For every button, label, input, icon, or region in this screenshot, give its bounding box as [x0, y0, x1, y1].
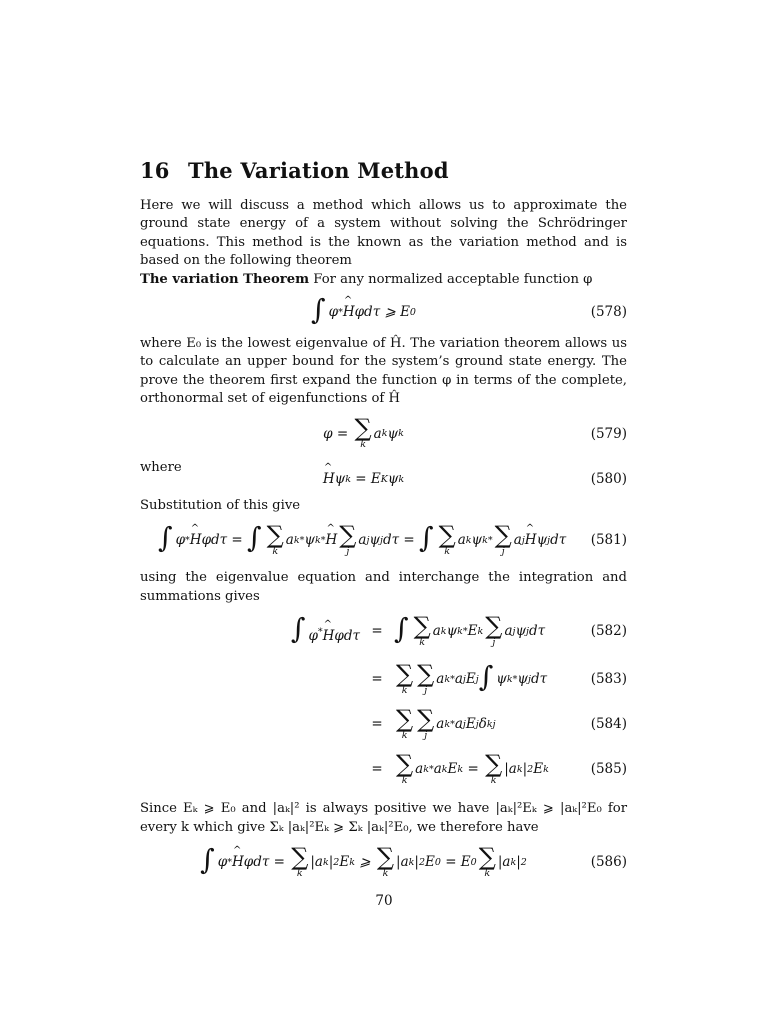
equation-586-number: (586)	[590, 854, 627, 871]
equation-586-body: ∫ φ * ^ H φdτ = ∑ k |a k | 2 E k ⩾ ∑ k |a k | 2 E 0 = E 0 ∑ k |a k | 2	[140, 837, 587, 887]
page-number: 70	[375, 893, 393, 909]
equation-579-number: (579)	[590, 425, 627, 442]
equation-579	[140, 409, 627, 459]
equation-580-number: (580)	[590, 471, 627, 488]
equation-581-body: ∫ φ * ^ H φdτ = ∫ ∑ k a k * ψ k * ^ H ∑ j a j ψ j dτ = ∫ ∑ k a k ψ k * ∑ j a j ^ H ψ j dτ	[140, 515, 587, 565]
equation-583-number: (583)	[590, 671, 627, 688]
equation-578-number: (578)	[590, 304, 627, 321]
page-content	[140, 150, 627, 887]
equation-580	[140, 467, 627, 491]
equation-579-body: φ = ∑ k a k ψ k	[323, 414, 404, 451]
equation-583-body: = ∑ k ∑ j a k * a j E j ∫ ψ k * ψ j dτ	[371, 659, 548, 696]
equation-586	[140, 837, 627, 887]
paragraph-conclusion: Since Eₖ ⩾ E₀ and |aₖ|² is always positive we have |aₖ|²Eₖ ⩾ |aₖ|²E₀ for every k which give Σₖ |aₖ|²Eₖ ⩾ Σₖ |aₖ|²E₀, we therefore have	[140, 801, 627, 835]
substitution-label: Substitution of this give	[140, 498, 301, 514]
equation-582-number: (582)	[590, 623, 627, 640]
equation-578-body: ∫ φ * ^ H φdτ ⩾ E 0	[140, 289, 587, 335]
section-title: The Variation Method	[188, 158, 449, 183]
section-heading	[140, 158, 627, 183]
where-label: where	[140, 459, 182, 475]
theorem-text: For any normalized acceptable function φ	[313, 271, 593, 287]
equation-578	[140, 289, 627, 335]
equation-585	[140, 746, 627, 792]
equation-581-number: (581)	[590, 532, 627, 549]
paragraph-upper-bound: where E₀ is the lowest eigenvalue of Ĥ. The variation theorem allows us to calculate an upper bound for the system’s ground state energy. The prove the theorem first expand the function φ in terms of the complete, orthonormal set of eigenfunctions of Ĥ	[140, 336, 627, 407]
equation-584	[140, 702, 627, 746]
equation-585-body: = ∑ k a k * a k E k = ∑ k |a k | 2 E k	[371, 749, 549, 786]
equation-584-number: (584)	[590, 716, 627, 733]
equation-584-body: = ∑ k ∑ j a k * a j E j δ kj	[371, 704, 496, 741]
section-number: 16	[140, 158, 170, 183]
paragraph-summation: using the eigenvalue equation and interchange the integration and summations gives	[140, 570, 627, 604]
equation-582	[140, 606, 627, 656]
equation-580-body: ^ H ψ k = E K ψ k	[140, 467, 587, 491]
equation-581	[140, 515, 627, 565]
equation-585-number: (585)	[590, 761, 627, 778]
theorem-heading: The variation Theorem	[140, 271, 310, 287]
intro-paragraph: Here we will discuss a method which allows us to approximate the ground state energy of a system without solving the Schrödringer equations. This method is the known as the variation method and is based on the following theorem	[140, 198, 627, 269]
theorem-statement	[140, 271, 627, 289]
equation-583	[140, 656, 627, 702]
equation-582-body: ∫ φ*^ Hφdτ = ∫ ∑ k a k ψ k * E k ∑ j a j ψ j dτ	[140, 606, 587, 656]
